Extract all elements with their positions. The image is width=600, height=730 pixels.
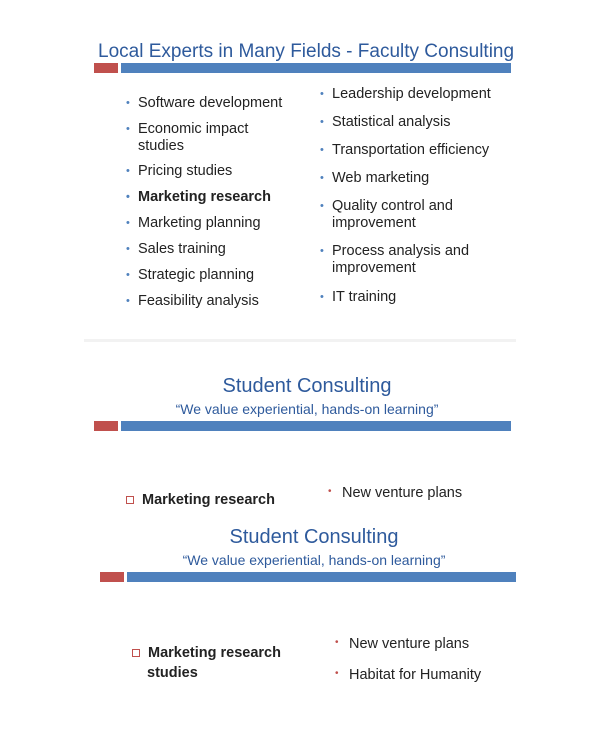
list-item: • IT training: [320, 289, 397, 305]
list-item: • Sales training: [126, 241, 226, 257]
list-item: • Leadership development: [320, 86, 491, 102]
list-item: • New venture plans: [328, 485, 463, 501]
list-item: • Habitat for Humanity: [335, 667, 482, 683]
slide1-accent-bar-red: [94, 63, 118, 73]
list-item: • Transportation efficiency: [320, 142, 490, 158]
list-item: • Web marketing: [320, 170, 430, 186]
page-separator: [84, 339, 516, 342]
slide3-accent-bar-blue: [127, 572, 516, 582]
bullet-icon: •: [320, 88, 324, 100]
bullet-icon: •: [320, 172, 324, 184]
list-item: • Statistical analysis: [320, 114, 451, 130]
list-item: • Strategic planning: [126, 267, 255, 283]
bullet-icon: •: [126, 243, 130, 255]
list-item: • Marketing planning: [126, 215, 261, 231]
checkbox-square-icon: [126, 496, 134, 504]
bullet-icon: •: [126, 123, 130, 135]
bullet-icon: •: [126, 97, 130, 109]
list-item: • Quality control and improvement: [320, 198, 453, 231]
bullet-icon: •: [320, 245, 324, 257]
list-item: • Software development: [126, 95, 283, 111]
list-item: Marketing research: [126, 492, 275, 508]
list-item: • Economic impact studies: [126, 121, 249, 154]
list-item: • Marketing research: [126, 189, 271, 205]
list-item: Marketing research studies: [132, 643, 281, 683]
slide3-accent-bar-red: [100, 572, 124, 582]
bullet-icon: •: [320, 116, 324, 128]
slide2-accent-bar-blue: [121, 421, 511, 431]
list-item: • New venture plans: [335, 636, 470, 652]
bullet-icon: •: [335, 637, 339, 648]
bullet-icon: •: [335, 668, 339, 679]
bullet-icon: •: [320, 144, 324, 156]
slide2-subtitle: “We value experiential, hands-on learning”: [175, 401, 439, 417]
bullet-icon: •: [126, 269, 130, 281]
list-item: • Process analysis and improvement: [320, 243, 470, 276]
bullet-icon: •: [126, 165, 130, 177]
bullet-icon: •: [320, 291, 324, 303]
slide2-accent-bar-red: [94, 421, 118, 431]
bullet-icon: •: [328, 486, 332, 497]
slide3-title: Student Consulting: [229, 526, 399, 548]
list-item: • Feasibility analysis: [126, 293, 259, 309]
bullet-icon: •: [126, 217, 130, 229]
slide1-accent-bar-blue: [121, 63, 511, 73]
list-item: • Pricing studies: [126, 163, 233, 179]
slide1-title: Local Experts in Many Fields - Faculty Consulting: [98, 41, 515, 62]
bullet-icon: •: [320, 200, 324, 212]
slide2-title: Student Consulting: [222, 375, 392, 397]
checkbox-square-icon: [132, 649, 140, 657]
slide3-subtitle: “We value experiential, hands-on learning”: [182, 552, 446, 568]
bullet-icon: •: [126, 191, 130, 203]
bullet-icon: •: [126, 295, 130, 307]
